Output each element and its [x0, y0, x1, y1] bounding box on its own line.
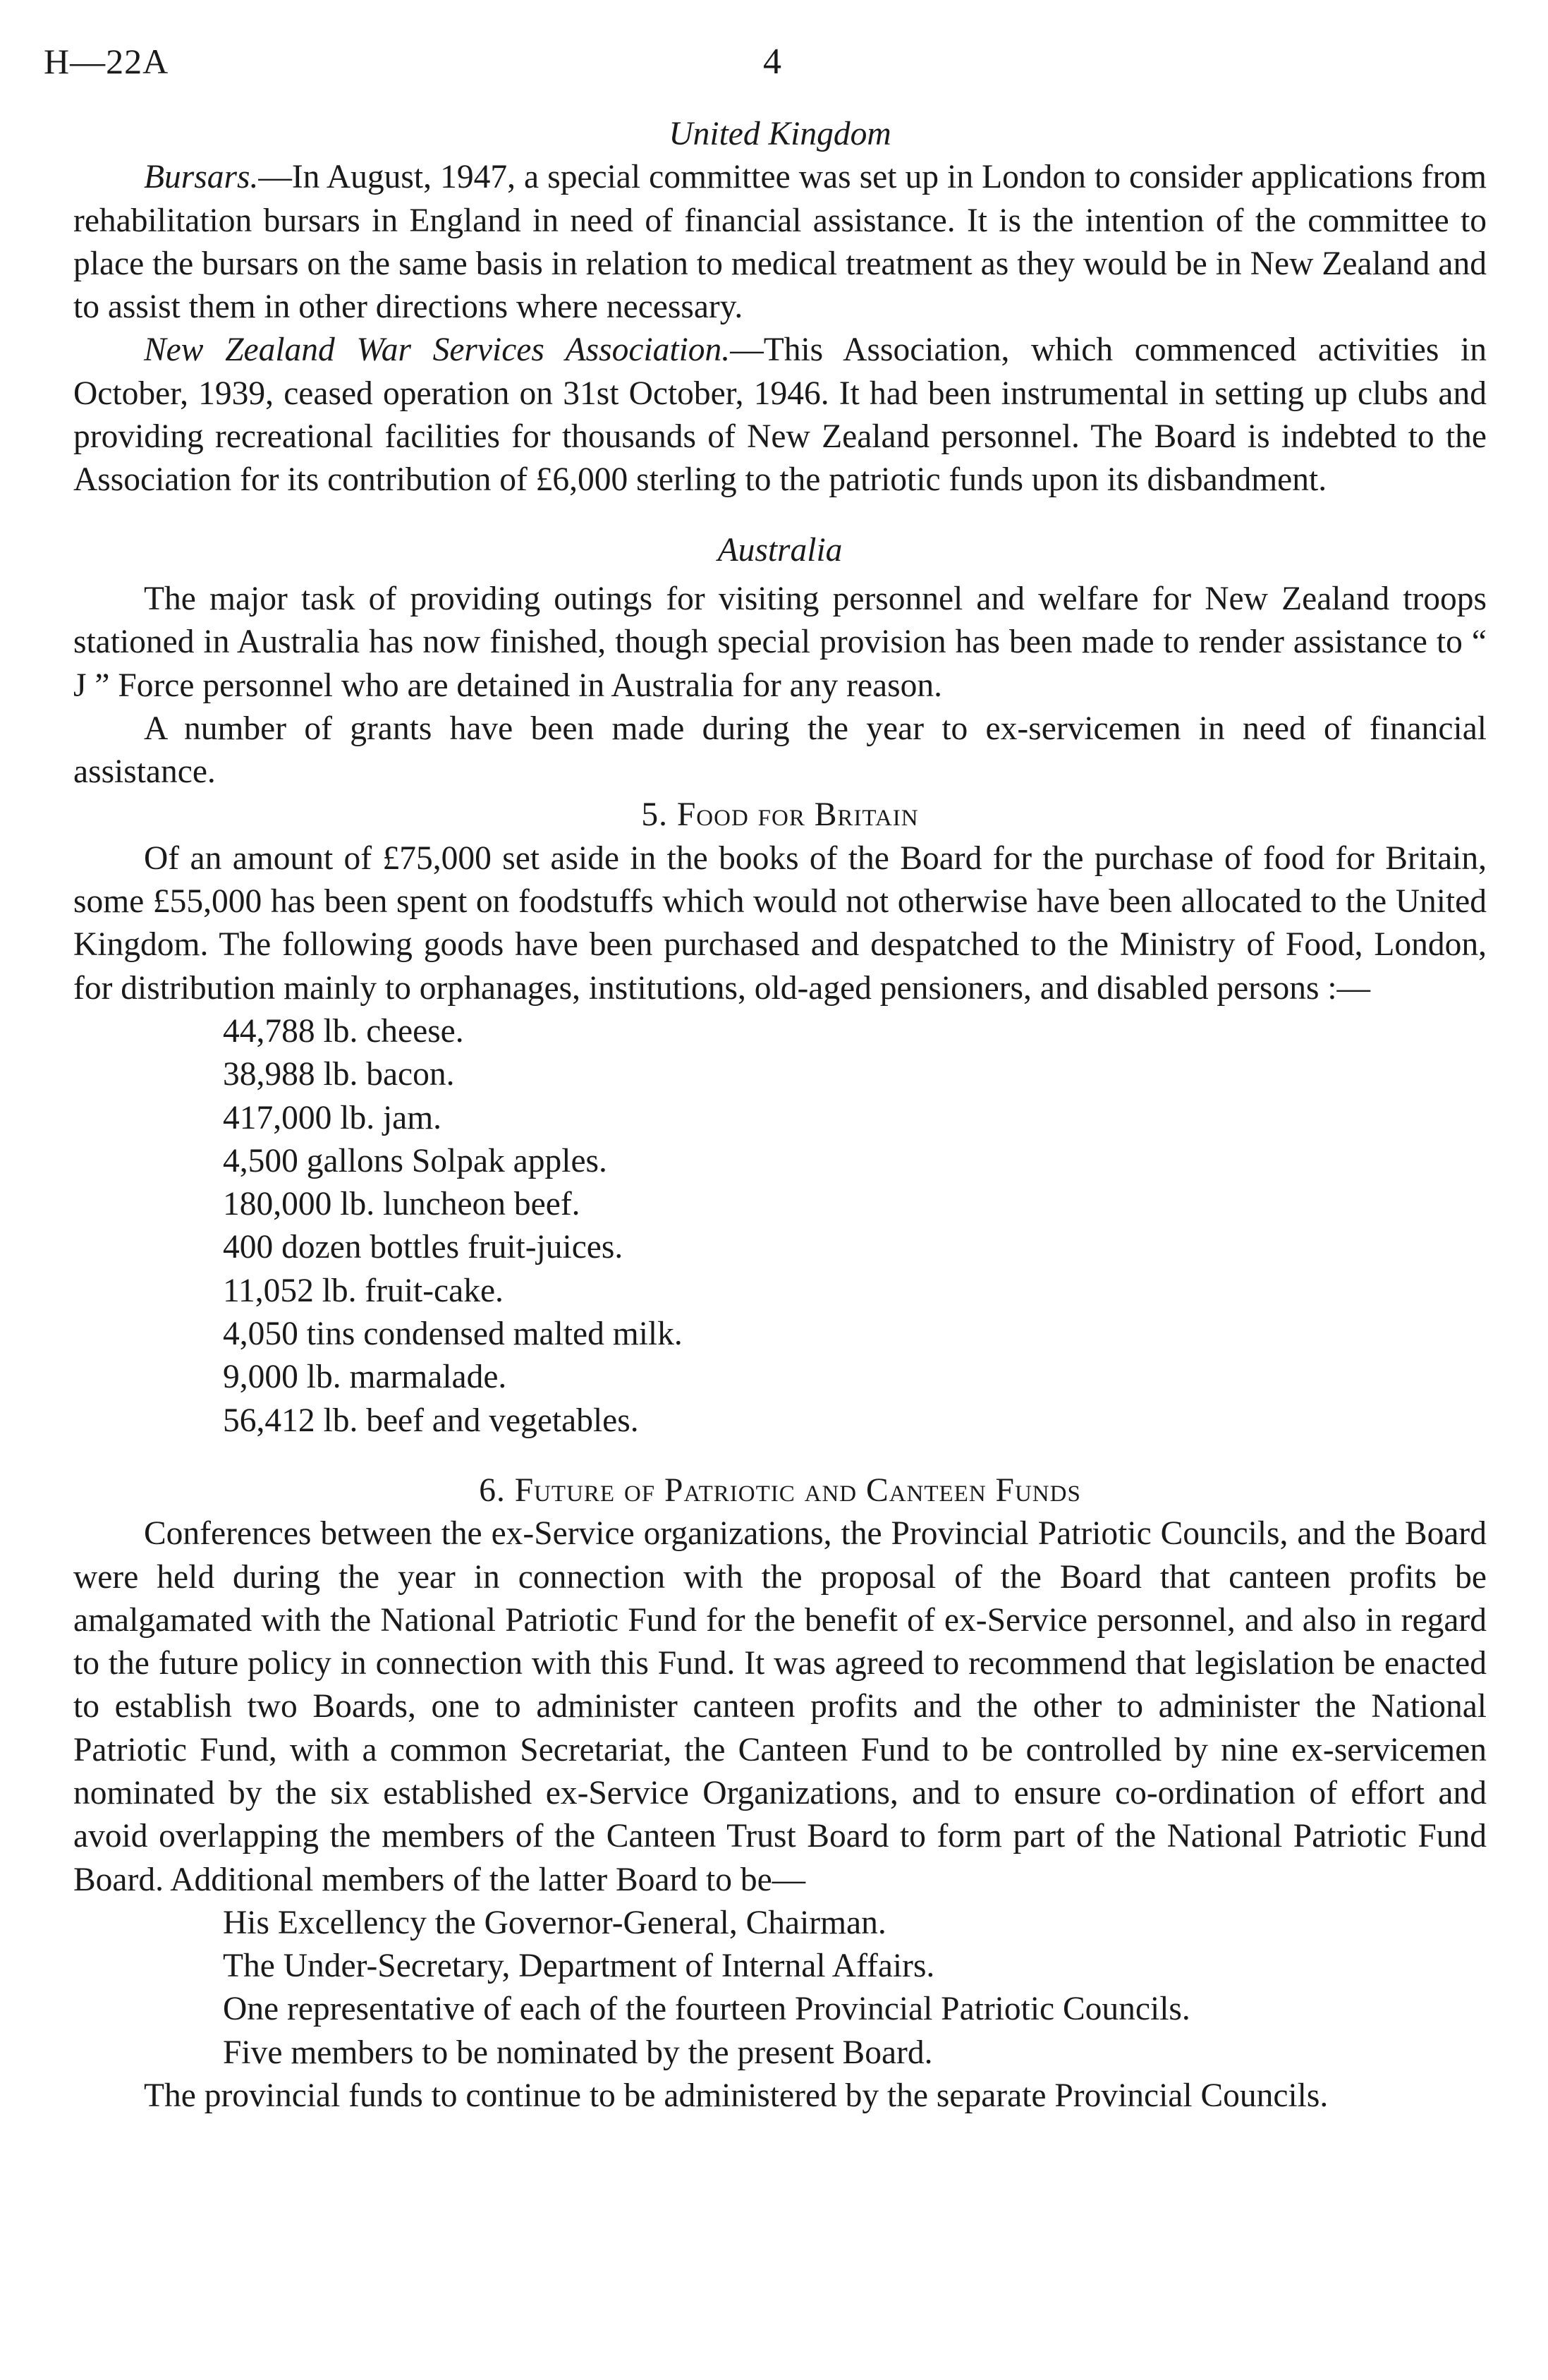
goods-item: 56,412 lb. beef and vegetables.	[223, 1402, 639, 1439]
document-reference: H—22A	[44, 42, 169, 81]
bursars-text: —In August, 1947, a special committee was set up in London to consider applications from rehabilitation bursars in England in need of financial assistance. It is the intention of the committee to place the bursars on the same basis in relation to medical treatment as they would be in New Zealand and to assist them in other directions where necessary.	[73, 159, 1487, 326]
member-item: One representative of each of the fourteen Provincial Patriotic Councils.	[223, 1991, 1190, 2028]
nzwsa-text: —This Association, which commenced activities in October, 1939, ceased operation on 31st October, 1946. It had been instrumental in setting up clubs and providing recreational facilities for thousands of New Zealand personnel. The Board is indebted to the Association for its contribution of £6,000 sterling to the patriotic funds upon its disbandment.	[73, 332, 1487, 499]
paragraph-australia-2: A number of grants have been made during the year to ex-servicemen in need of financial assistance.	[73, 710, 1487, 791]
paragraph-australia-1: The major task of providing outings for visiting personnel and welfare for New Zealand troops stationed in Australia has now finished, though special provision has been made to render assistance to “ J ” Force personnel who are detained in Australia for any reason.	[73, 580, 1487, 704]
paragraph-food: Of an amount of £75,000 set aside in the books of the Board for the purchase of food for Britain, some £55,000 has been spent on foodstuffs which would not otherwise have been allocated to the United Kingdom. The following goods have been purchased and despatched to the Ministry of Food, London, for distribution mainly to orphanages, institutions, old-aged pensioners, and disabled persons :—	[73, 839, 1487, 1007]
goods-item: 44,788 lb. cheese.	[223, 1012, 464, 1050]
goods-list	[73, 1010, 1487, 1443]
member-item: His Excellency the Governor-General, Chairman.	[223, 1904, 886, 1941]
members-list	[73, 1902, 1487, 2075]
paragraph-closing: The provincial funds to continue to be administered by the separate Provincial Councils.	[144, 2077, 1329, 2115]
goods-item: 38,988 lb. bacon.	[223, 1056, 455, 1093]
heading-future-funds: 6. Future of Patriotic and Canteen Funds	[479, 1471, 1081, 1509]
goods-item: 400 dozen bottles fruit-juices.	[223, 1229, 623, 1266]
heading-united-kingdom: United Kingdom	[669, 116, 891, 152]
page-number: 4	[763, 42, 781, 82]
page-header	[0, 41, 1548, 90]
member-item: The Under-Secretary, Department of Internal Affairs.	[223, 1948, 935, 1985]
goods-item: 4,050 tins condensed malted milk.	[223, 1316, 683, 1353]
goods-item: 417,000 lb. jam.	[223, 1099, 442, 1136]
goods-item: 9,000 lb. marmalade.	[223, 1359, 507, 1396]
document-body	[73, 113, 1487, 2118]
goods-item: 4,500 gallons Solpak apples.	[223, 1142, 607, 1179]
paragraph-future: Conferences between the ex-Service organizations, the Provincial Patriotic Councils, and the Board were held during the year in connection with the proposal of the Board that canteen profits be amalgamated with the National Patriotic Fund for the benefit of ex-Service personnel, and also in regard to the future policy in connection with this Fund. It was agreed to recommend that legislation be enacted to establish two Boards, one to administer canteen profits and the other to administer the National Patriotic Fund, with a common Secretariat, the Canteen Fund to be controlled by nine ex-servicemen nominated by the six established ex-Service Organizations, and to ensure co-ordination of effort and avoid overlapping the members of the Canteen Trust Board to form part of the National Patriotic Fund Board. Additional members of the latter Board to be—	[73, 1515, 1487, 1898]
paragraph-nzwsa	[73, 329, 1487, 502]
paragraph-bursars	[73, 156, 1487, 329]
goods-item: 11,052 lb. fruit-cake.	[223, 1272, 504, 1309]
member-item: Five members to be nominated by the present Board.	[223, 2034, 933, 2071]
heading-food-for-britain: 5. Food for Britain	[641, 796, 919, 834]
goods-item: 180,000 lb. luncheon beef.	[223, 1186, 580, 1223]
bursars-lead: Bursars.	[144, 159, 259, 196]
nzwsa-lead: New Zealand War Services Association.	[144, 332, 731, 369]
heading-australia: Australia	[717, 531, 843, 569]
